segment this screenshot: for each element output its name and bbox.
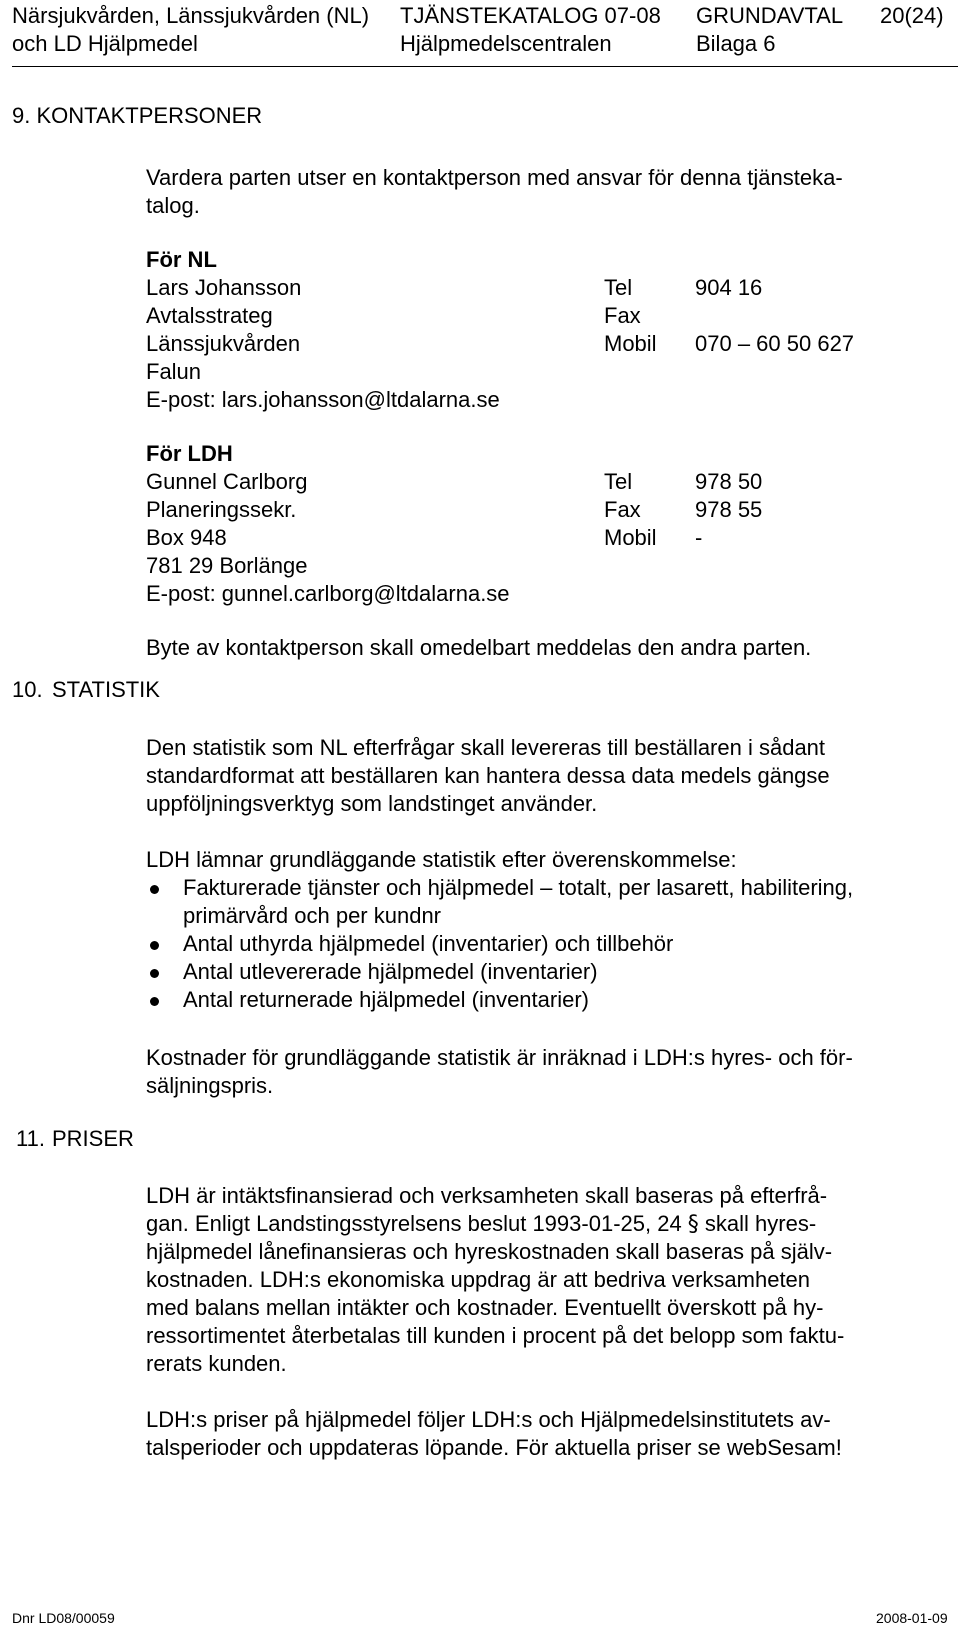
statistik-para2-intro: LDH lämnar grundläggande statistik efter överenskommelse:: [146, 847, 737, 872]
nl-contact-row-2: [146, 302, 641, 330]
nl-mobil-value: 070 – 60 50 627: [695, 331, 855, 356]
priser-para1-line7: rerats kunden.: [146, 1351, 287, 1376]
list-item-continuation: primärvård och per kundnr: [183, 903, 442, 928]
priser-para1-line2-start: gan. Enligt Landstingsstyrelsens beslut 1993-01-25, 24: [146, 1211, 688, 1236]
statistik-para1-line1: Den statistik som NL efterfrågar skall levereras till beställaren i sådant: [146, 735, 826, 760]
nl-contact-city: Falun: [146, 359, 202, 384]
bullet-icon: [150, 941, 159, 950]
ldh-mobil-value: -: [695, 525, 703, 550]
priser-para1-line1: LDH är intäktsfinansierad och verksamheten skall baseras på efterfrå-: [146, 1183, 828, 1208]
statistik-para3-line2: säljningspris.: [146, 1073, 274, 1098]
priser-para1-line2: [146, 1210, 816, 1239]
statistik-para1-line2: standardformat att beställaren kan hantera dessa data medels gängse: [146, 763, 830, 788]
section-10-title: STATISTIK: [52, 677, 160, 702]
contact-change-note: Byte av kontaktperson skall omedelbart meddelas den andra parten.: [146, 635, 812, 660]
ldh-contact-title: Planeringssekr.: [146, 497, 297, 522]
ldh-tel-label: Tel: [604, 469, 633, 494]
section-11-title: PRISER: [52, 1126, 134, 1151]
footer-date: 2008-01-09: [876, 1610, 948, 1626]
section-11-number: 11.: [16, 1126, 45, 1151]
ldh-contact-email: E-post: gunnel.carlborg@ltdalarna.se: [146, 581, 510, 606]
priser-para2-line2: talsperioder och uppdateras löpande. För aktuella priser se webSesam!: [146, 1435, 842, 1460]
list-item: Antal utlevererade hjälpmedel (inventarier): [183, 959, 598, 984]
ldh-fax-label: Fax: [604, 497, 641, 522]
header-catalog-title: TJÄNSTEKATALOG 07-08: [400, 3, 661, 28]
nl-mobil-label: Mobil: [604, 331, 657, 356]
bullet-icon: [150, 885, 159, 894]
ldh-contact-row-3: [146, 524, 703, 552]
ldh-contact-address: Box 948: [146, 525, 227, 550]
priser-para1-line4: kostnaden. LDH:s ekonomiska uppdrag är att bedriva verksamheten: [146, 1267, 811, 1292]
nl-contact-row-3: [146, 330, 855, 358]
nl-contact-heading: För NL: [146, 247, 217, 272]
footer-doc-number: Dnr LD08/00059: [12, 1610, 115, 1626]
header-department: Hjälpmedelscentralen: [400, 31, 612, 56]
header-org-line1: Närsjukvården, Länssjukvården (NL): [12, 3, 370, 28]
ldh-contact-row-1: [146, 468, 763, 496]
ldh-tel-value: 978 50: [695, 469, 763, 494]
header-appendix: Bilaga 6: [696, 31, 776, 56]
list-item: Antal uthyrda hjälpmedel (inventarier) och tillbehör: [183, 931, 674, 956]
bullet-icon: [150, 997, 159, 1006]
nl-contact-row-1: [146, 274, 763, 302]
priser-para2-line1: LDH:s priser på hjälpmedel följer LDH:s och Hjälpmedelsinstitutets av-: [146, 1407, 831, 1432]
header-agreement: GRUNDAVTAL: [696, 3, 844, 28]
nl-contact-org: Länssjukvården: [146, 331, 301, 356]
header-org-line2: och LD Hjälpmedel: [12, 31, 198, 56]
ldh-contact-row-2: [146, 496, 763, 524]
ldh-fax-value: 978 55: [695, 497, 763, 522]
nl-tel-label: Tel: [604, 275, 633, 300]
bullet-icon: [150, 969, 159, 978]
ldh-contact-name: Gunnel Carlborg: [146, 469, 308, 494]
section-9-heading: 9. KONTAKTPERSONER: [12, 103, 263, 128]
priser-para1-line6: ressortimentet återbetalas till kunden i procent på det belopp som faktu-: [146, 1323, 845, 1348]
section-9-intro-line2: talog.: [146, 193, 200, 218]
nl-tel-value: 904 16: [695, 275, 763, 300]
priser-para1-line2-end: skall hyres-: [698, 1211, 817, 1236]
nl-contact-title: Avtalsstrateg: [146, 303, 273, 328]
nl-fax-label: Fax: [604, 303, 641, 328]
list-item: Fakturerade tjänster och hjälpmedel – totalt, per lasarett, habilitering,: [183, 875, 854, 900]
ldh-contact-heading: För LDH: [146, 441, 233, 466]
section-9-intro-line1: Vardera parten utser en kontaktperson med ansvar för denna tjänsteka-: [146, 165, 843, 190]
ldh-contact-city: 781 29 Borlänge: [146, 553, 308, 578]
nl-contact-name: Lars Johansson: [146, 275, 302, 300]
header-page-number: 20(24): [880, 3, 944, 28]
statistik-para1-line3: uppföljningsverktyg som landstinget använder.: [146, 791, 598, 816]
list-item: Antal returnerade hjälpmedel (inventarier): [183, 987, 589, 1012]
nl-contact-email: E-post: lars.johansson@ltdalarna.se: [146, 387, 500, 412]
ldh-mobil-label: Mobil: [604, 525, 657, 550]
section-sign: §: [687, 1212, 699, 1237]
priser-para1-line5: med balans mellan intäkter och kostnader. Eventuellt överskott på hy-: [146, 1295, 824, 1320]
header-divider: [12, 66, 958, 67]
priser-para1-line3: hjälpmedel lånefinansieras och hyreskostnaden skall baseras på själv-: [146, 1239, 833, 1264]
section-10-number: 10.: [12, 677, 43, 702]
statistik-para3-line1: Kostnader för grundläggande statistik är inräknad i LDH:s hyres- och för-: [146, 1045, 853, 1070]
